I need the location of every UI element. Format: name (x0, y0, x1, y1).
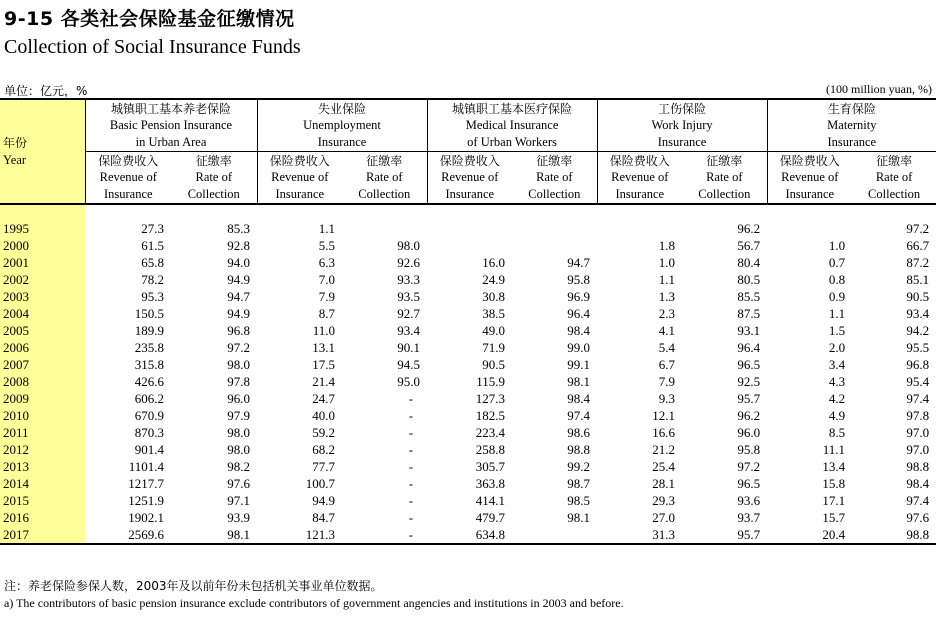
category-label-en: Insurance (317, 134, 367, 149)
value-cell: 95.7 (737, 391, 761, 406)
value-cell: 93.4 (397, 323, 421, 338)
value-cell: 97.8 (906, 408, 930, 423)
value-cell: 9.3 (658, 391, 676, 406)
value-cell: 2.0 (828, 340, 846, 355)
subheader-label: 征缴率 (366, 153, 403, 168)
value-cell: 97.0 (906, 425, 930, 440)
value-cell: 28.1 (652, 476, 676, 491)
value-cell: 85.5 (737, 289, 761, 304)
value-cell: 96.0 (227, 391, 251, 406)
subheader-rate (342, 152, 427, 205)
value-cell: 1.8 (658, 238, 676, 253)
value-cell: 97.4 (567, 408, 591, 423)
subheader-label: 征缴率 (876, 153, 913, 168)
value-cell: 16.6 (652, 425, 676, 440)
value-cell: 21.4 (312, 374, 336, 389)
value-cell: 92.6 (397, 255, 421, 270)
value-cell: 25.4 (652, 459, 676, 474)
category-label-en: Unemployment (303, 118, 381, 133)
value-cell: 99.2 (567, 459, 591, 474)
value-cell: 97.9 (227, 408, 251, 423)
table-row (0, 305, 936, 322)
category-label-cn: 城镇职工基本养老保险 (111, 101, 232, 116)
category-medical (427, 99, 597, 152)
value-cell: 85.1 (906, 272, 930, 287)
value-cell: - (342, 526, 427, 544)
value-cell: 4.9 (828, 408, 846, 423)
value-cell (427, 220, 512, 237)
value-cell: 21.2 (652, 442, 676, 457)
value-cell: 97.2 (737, 459, 761, 474)
value-cell: 17.1 (822, 493, 846, 508)
value-cell: 98.8 (567, 442, 591, 457)
year-cell: 2004 (0, 305, 85, 322)
year-cell: 2013 (0, 458, 85, 475)
category-label-en: in Urban Area (135, 134, 207, 149)
subheader-revenue (85, 152, 171, 205)
value-cell: - (408, 510, 414, 525)
value-cell: 95.7 (682, 526, 767, 544)
subheader-label: Revenue of (611, 170, 669, 185)
subheader-label: Collection (868, 186, 921, 201)
value-cell: 97.8 (227, 374, 251, 389)
value-cell: 4.2 (828, 391, 846, 406)
table-row (0, 424, 936, 441)
value-cell: - (408, 442, 414, 457)
value-cell: 7.0 (318, 272, 336, 287)
page-title-cn: 9-15 各类社会保险基金征缴情况 (4, 8, 295, 30)
table-row (0, 458, 936, 475)
subheader-label: 保险费收入 (439, 153, 500, 168)
subheader-label: Collection (358, 186, 411, 201)
value-cell: 97.4 (906, 493, 930, 508)
unit-label-en: (100 million yuan, %) (826, 82, 932, 96)
value-cell: 97.4 (906, 391, 930, 406)
value-cell: 13.4 (822, 459, 846, 474)
year-cell: 2010 (0, 407, 85, 424)
value-cell: 65.8 (141, 255, 164, 270)
value-cell: 5.4 (658, 340, 676, 355)
year-header-en: Year (3, 152, 27, 167)
category-label-en: Medical Insurance (465, 118, 559, 133)
value-cell: 98.5 (567, 493, 591, 508)
value-cell: - (408, 408, 414, 423)
table-row (0, 356, 936, 373)
category-unemployment (257, 99, 427, 152)
subheader-label: Revenue of (271, 170, 329, 185)
page-title-en: Collection of Social Insurance Funds (4, 36, 301, 58)
value-cell: 1.1 (828, 306, 846, 321)
value-cell: 93.3 (397, 272, 421, 287)
value-cell (427, 237, 512, 254)
value-cell: 121.3 (257, 526, 342, 544)
value-cell: 96.2 (737, 408, 761, 423)
value-cell: 258.8 (475, 442, 506, 457)
value-cell: 98.0 (227, 442, 251, 457)
table-row (0, 390, 936, 407)
value-cell: 94.9 (227, 272, 251, 287)
value-cell: 96.8 (227, 323, 251, 338)
value-cell: 27.0 (652, 510, 676, 525)
subheader-label: Collection (528, 186, 581, 201)
value-cell (767, 220, 852, 237)
value-cell: 305.7 (475, 459, 506, 474)
value-cell: 20.4 (767, 526, 852, 544)
footnote-cn: 注：养老保险参保人数，2003年及以前年份未包括机关事业单位数据。 (4, 579, 383, 593)
value-cell: 1.0 (658, 255, 676, 270)
subheader-label: 保险费收入 (269, 153, 330, 168)
value-cell: 95.0 (397, 374, 421, 389)
value-cell: 59.2 (312, 425, 336, 440)
year-cell: 2016 (0, 509, 85, 526)
spacer-row (0, 204, 936, 220)
value-cell: - (408, 459, 414, 474)
category-label-en: Insurance (827, 134, 877, 149)
subheader-label: Insurance (615, 186, 665, 201)
value-cell: 6.7 (658, 357, 676, 372)
value-cell: 94.7 (567, 255, 591, 270)
value-cell: 17.5 (312, 357, 336, 372)
value-cell: 2569.6 (85, 526, 171, 544)
year-cell: 2003 (0, 288, 85, 305)
subheader-label: Rate of (875, 170, 913, 185)
value-cell: 27.3 (141, 221, 164, 236)
value-cell: 90.5 (482, 357, 506, 372)
value-cell: 479.7 (475, 510, 506, 525)
value-cell: 96.4 (737, 340, 761, 355)
value-cell: 61.5 (141, 238, 164, 253)
value-cell: 1101.4 (128, 459, 164, 474)
table-row (0, 441, 936, 458)
subheader-label: 保险费收入 (609, 153, 670, 168)
value-cell: 12.1 (652, 408, 676, 423)
value-cell: 189.9 (134, 323, 164, 338)
value-cell: 66.7 (906, 238, 930, 253)
value-cell: 98.8 (906, 459, 930, 474)
value-cell: 80.5 (737, 272, 761, 287)
value-cell: 94.7 (227, 289, 251, 304)
subheader-label: Rate of (366, 170, 403, 185)
subheader-label: Insurance (785, 186, 835, 201)
value-cell: 1.3 (658, 289, 676, 304)
value-cell: 87.5 (737, 306, 761, 321)
value-cell: 182.5 (475, 408, 506, 423)
value-cell: 15.8 (822, 476, 846, 491)
value-cell: 8.7 (318, 306, 336, 321)
value-cell: 1217.7 (128, 476, 164, 491)
value-cell: 100.7 (305, 476, 336, 491)
value-cell: 634.8 (427, 526, 512, 544)
value-cell: 670.9 (134, 408, 164, 423)
value-cell: 1.0 (828, 238, 846, 253)
value-cell: 97.6 (227, 476, 251, 491)
table-row (0, 254, 936, 271)
value-cell: 0.9 (828, 289, 846, 304)
table-row (0, 288, 936, 305)
year-cell: 2001 (0, 254, 85, 271)
value-cell: 93.6 (737, 493, 761, 508)
value-cell: 1251.9 (128, 493, 164, 508)
value-cell: 98.8 (852, 526, 936, 544)
value-cell: 95.5 (906, 340, 930, 355)
table-row (0, 509, 936, 526)
value-cell: 1.1 (318, 221, 336, 236)
category-label-cn: 生育保险 (827, 101, 876, 116)
value-cell: 606.2 (134, 391, 164, 406)
value-cell: 97.2 (227, 340, 251, 355)
year-cell: 2002 (0, 271, 85, 288)
table-row (0, 237, 936, 254)
value-cell: 8.5 (828, 425, 846, 440)
subheader-label: Insurance (275, 186, 325, 201)
value-cell: 99.0 (567, 340, 591, 355)
value-cell: 93.4 (906, 306, 930, 321)
subheader-label: Insurance (445, 186, 495, 201)
value-cell: 0.7 (828, 255, 846, 270)
value-cell: 71.9 (482, 340, 506, 355)
value-cell: 96.5 (737, 357, 761, 372)
subheader-rate (171, 152, 257, 205)
value-cell: 11.1 (822, 442, 846, 457)
value-cell: 93.7 (737, 510, 761, 525)
subheader-label: Rate of (536, 170, 573, 185)
year-header-cn: 年份 (3, 136, 28, 150)
category-label-en: of Urban Workers (467, 134, 557, 149)
subheader-label: 保险费收入 (779, 153, 840, 168)
value-cell: 77.7 (312, 459, 336, 474)
value-cell: 96.0 (737, 425, 761, 440)
value-cell (512, 237, 597, 254)
value-cell: 363.8 (475, 476, 506, 491)
value-cell: 901.4 (134, 442, 164, 457)
category-maternity (767, 99, 936, 152)
value-cell: 115.9 (476, 374, 506, 389)
subheader-rate (512, 152, 597, 205)
value-cell (342, 220, 427, 237)
value-cell: 2.3 (658, 306, 676, 321)
category-pension (85, 99, 257, 152)
value-cell: 92.5 (737, 374, 761, 389)
value-cell: 99.1 (567, 357, 591, 372)
year-cell: 2012 (0, 441, 85, 458)
year-cell: 2008 (0, 373, 85, 390)
value-cell: 1.1 (658, 272, 676, 287)
value-cell: 0.8 (828, 272, 846, 287)
value-cell: 1902.1 (128, 510, 164, 525)
value-cell: 97.1 (227, 493, 251, 508)
value-cell: 90.5 (906, 289, 930, 304)
value-cell: 7.9 (658, 374, 676, 389)
value-cell: 98.2 (227, 459, 251, 474)
subheader-label: 征缴率 (195, 153, 232, 168)
category-work-injury (597, 99, 767, 152)
value-cell: 31.3 (597, 526, 682, 544)
value-cell: 94.2 (906, 323, 930, 338)
year-cell: 2011 (0, 424, 85, 441)
value-cell: 5.5 (318, 238, 336, 253)
value-cell: 98.7 (567, 476, 591, 491)
value-cell: 38.5 (482, 306, 506, 321)
value-cell: 223.4 (475, 425, 506, 440)
value-cell: 92.8 (227, 238, 251, 253)
value-cell: 127.3 (475, 391, 506, 406)
value-cell: 94.9 (312, 493, 336, 508)
value-cell: 6.3 (318, 255, 336, 270)
value-cell: 93.9 (227, 510, 251, 525)
value-cell: 92.7 (397, 306, 421, 321)
value-cell: 95.3 (141, 289, 164, 304)
value-cell: 94.9 (227, 306, 251, 321)
value-cell: 4.3 (828, 374, 846, 389)
value-cell: 84.7 (312, 510, 336, 525)
value-cell (512, 220, 597, 237)
table-row (0, 339, 936, 356)
subheader-rate (852, 152, 936, 205)
subheader-label: 征缴率 (706, 153, 743, 168)
category-label-cn: 失业保险 (318, 101, 367, 116)
value-cell: 96.9 (567, 289, 591, 304)
value-cell: 29.3 (652, 493, 676, 508)
value-cell: 96.2 (737, 221, 761, 236)
year-cell: 2006 (0, 339, 85, 356)
table-row (0, 475, 936, 492)
value-cell: 40.0 (312, 408, 336, 423)
subheader-revenue (597, 152, 682, 205)
category-label-cn: 工伤保险 (658, 101, 707, 116)
value-cell: 87.2 (906, 255, 930, 270)
subheader-label: Insurance (103, 186, 153, 201)
value-cell: - (408, 476, 414, 491)
value-cell: 98.0 (227, 425, 251, 440)
value-cell: 414.1 (475, 493, 506, 508)
value-cell: 98.4 (906, 476, 930, 491)
subheader-label: 征缴率 (536, 153, 573, 168)
value-cell: 97.0 (906, 442, 930, 457)
value-cell: - (408, 425, 414, 440)
value-cell: 97.6 (906, 510, 930, 525)
subheader-revenue (257, 152, 342, 205)
year-cell: 2015 (0, 492, 85, 509)
value-cell: 1.5 (828, 323, 846, 338)
value-cell: - (408, 391, 414, 406)
subheader-revenue (427, 152, 512, 205)
category-label-en: Work Injury (651, 118, 713, 133)
value-cell: 235.8 (134, 340, 164, 355)
value-cell: 95.4 (906, 374, 930, 389)
table-row (0, 492, 936, 509)
value-cell: 90.1 (397, 340, 421, 355)
unit-label-cn: 单位：亿元，% (4, 84, 88, 98)
value-cell: 98.1 (567, 510, 591, 525)
value-cell: 78.2 (141, 272, 164, 287)
value-cell: 96.5 (737, 476, 761, 491)
value-cell: 13.1 (312, 340, 336, 355)
value-cell: 870.3 (134, 425, 164, 440)
value-cell: 95.8 (737, 442, 761, 457)
value-cell: 68.2 (312, 442, 336, 457)
subheader-label: Rate of (195, 170, 232, 185)
value-cell: 49.0 (482, 323, 506, 338)
value-cell (512, 526, 597, 544)
value-cell: 315.8 (134, 357, 164, 372)
category-label-en: Maternity (827, 118, 877, 133)
subheader-rate (682, 152, 767, 205)
value-cell: 93.1 (737, 323, 761, 338)
year-header (0, 99, 85, 204)
year-cell: 2005 (0, 322, 85, 339)
footnote-en: a) The contributors of basic pension insurance exclude contributors of government angencies and institutions in 2003 and before. (4, 596, 624, 610)
year-cell: 2014 (0, 475, 85, 492)
value-cell: 98.4 (567, 391, 591, 406)
year-cell: 2017 (0, 526, 85, 544)
value-cell: 24.7 (312, 391, 336, 406)
value-cell: 16.0 (482, 255, 506, 270)
subheader-label: Revenue of (441, 170, 499, 185)
value-cell: 97.2 (906, 221, 930, 236)
table-row (0, 526, 936, 544)
value-cell: 98.1 (171, 526, 257, 544)
category-label-en: Insurance (657, 134, 707, 149)
value-cell: 3.4 (828, 357, 846, 372)
value-cell: 98.6 (567, 425, 591, 440)
value-cell: 94.5 (397, 357, 421, 372)
table-row (0, 407, 936, 424)
subheader-revenue (767, 152, 852, 205)
value-cell: - (408, 493, 414, 508)
value-cell: 426.6 (134, 374, 164, 389)
subheader-label: Revenue of (781, 170, 839, 185)
value-cell: 80.4 (737, 255, 761, 270)
value-cell: 96.8 (906, 357, 930, 372)
table-row (0, 220, 936, 237)
insurance-funds-table (0, 98, 936, 545)
value-cell: 15.7 (822, 510, 846, 525)
subheader-label: 保险费收入 (98, 153, 159, 168)
subheader-label: Rate of (706, 170, 743, 185)
subheader-label: Collection (698, 186, 751, 201)
year-cell: 2009 (0, 390, 85, 407)
value-cell: 95.8 (567, 272, 591, 287)
value-cell: 85.3 (227, 221, 251, 236)
value-cell: 98.0 (397, 238, 421, 253)
value-cell: 7.9 (318, 289, 336, 304)
value-cell: 4.1 (658, 323, 676, 338)
value-cell: 56.7 (737, 238, 761, 253)
year-cell: 2000 (0, 237, 85, 254)
value-cell (597, 220, 682, 237)
value-cell: 30.8 (482, 289, 506, 304)
value-cell: 94.0 (227, 255, 251, 270)
year-cell: 2007 (0, 356, 85, 373)
value-cell: 96.4 (567, 306, 591, 321)
table-row (0, 322, 936, 339)
table-row (0, 373, 936, 390)
value-cell: 150.5 (134, 306, 164, 321)
value-cell: 98.0 (227, 357, 251, 372)
value-cell: 98.4 (567, 323, 591, 338)
table-row (0, 271, 936, 288)
value-cell: 93.5 (397, 289, 421, 304)
subheader-label: Revenue of (99, 170, 157, 185)
subheader-label: Collection (187, 186, 240, 201)
value-cell: 24.9 (482, 272, 506, 287)
category-label-en: Basic Pension Insurance (109, 118, 233, 133)
value-cell: 11.0 (312, 323, 336, 338)
category-label-cn: 城镇职工基本医疗保险 (452, 101, 573, 116)
year-cell: 1995 (0, 220, 85, 237)
value-cell: 98.1 (567, 374, 591, 389)
